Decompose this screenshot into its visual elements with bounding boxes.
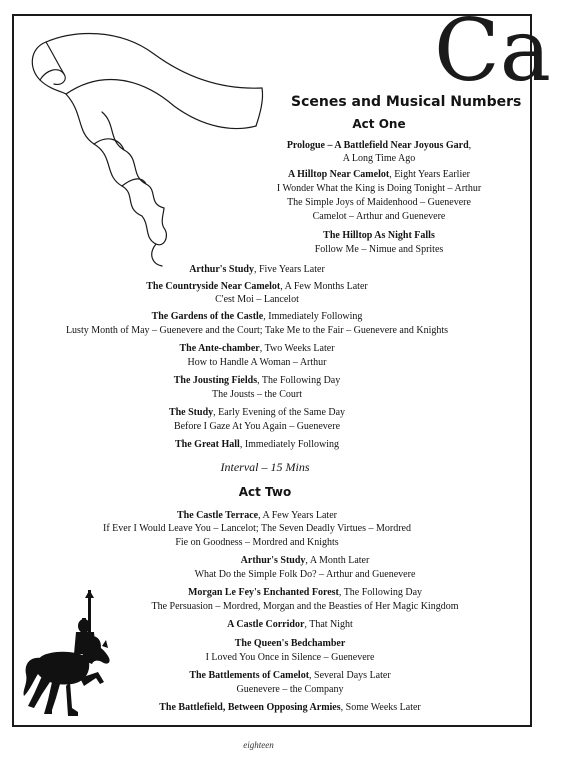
scene-time: , Eight Years Earlier bbox=[389, 169, 471, 180]
act-one-line bbox=[315, 243, 444, 256]
act-one-line bbox=[323, 229, 435, 242]
act-one-line bbox=[215, 293, 299, 306]
scene-location: The Castle Terrace bbox=[177, 510, 259, 521]
act-one-line bbox=[175, 438, 339, 451]
musical-number: The Persuasion – Mordred, Morgan and the Beasties of Her Magic Kingdom bbox=[151, 601, 459, 612]
act-one-line bbox=[287, 139, 471, 152]
musical-number: Lusty Month of May – Guenevere and the Court; Take Me to the Fair – Guenevere and Knights bbox=[65, 325, 449, 336]
scene-location: Morgan Le Fey's Enchanted Forest bbox=[187, 587, 339, 598]
act-one-line bbox=[313, 210, 446, 223]
act-two-line bbox=[227, 618, 353, 631]
scene-time: , A Month Later bbox=[305, 555, 370, 566]
act-one-line bbox=[288, 168, 470, 181]
scene-location: Arthur's Study bbox=[240, 555, 306, 566]
act-two-line bbox=[206, 651, 375, 664]
act-two-line bbox=[103, 522, 411, 535]
scene-time: , Immediately Following bbox=[263, 311, 363, 322]
act-one-line bbox=[189, 263, 325, 276]
large-initial-letters: Ca bbox=[434, 1, 552, 101]
act-two-line bbox=[235, 637, 346, 650]
act-one-line bbox=[277, 182, 481, 195]
scene-location: Prologue – A Battlefield Near Joyous Gard bbox=[286, 140, 469, 151]
act-two-line bbox=[159, 701, 421, 714]
musical-number: Follow Me – Nimue and Sprites bbox=[314, 244, 444, 255]
knight-on-horse-silhouette bbox=[22, 590, 117, 720]
act-two-line bbox=[189, 669, 390, 682]
act-one-line bbox=[169, 406, 345, 419]
musical-number: Before I Gaze At You Again – Guenevere bbox=[173, 421, 341, 432]
musical-number: How to Handle A Woman – Arthur bbox=[187, 357, 327, 368]
scene-time: , A Few Years Later bbox=[258, 510, 337, 521]
act-one-line bbox=[174, 420, 340, 433]
scene-location: The Ante-chamber bbox=[179, 343, 260, 354]
act-one-line bbox=[66, 324, 448, 337]
musical-number: The Simple Joys of Maidenhood – Guenevere bbox=[287, 197, 471, 208]
musical-number: If Ever I Would Leave You – Lancelot; The Seven Deadly Virtues – Mordred bbox=[103, 523, 411, 534]
act-two-line bbox=[241, 554, 370, 567]
musical-number: C'est Moi – Lancelot bbox=[215, 294, 299, 305]
act-two-line bbox=[175, 536, 338, 549]
page-number: eighteen bbox=[243, 740, 274, 750]
act-one-line bbox=[343, 152, 416, 165]
act-one-line bbox=[179, 342, 334, 355]
scene-location: The Jousting Fields bbox=[173, 375, 258, 386]
act-two-line bbox=[177, 509, 337, 522]
act-one-line bbox=[188, 356, 327, 369]
act-two-line bbox=[237, 683, 344, 696]
act-one-line bbox=[287, 196, 471, 209]
scene-location: The Battlefield, Between Opposing Armies bbox=[159, 702, 341, 713]
scene-time: , Five Years Later bbox=[253, 264, 325, 275]
act-one-line bbox=[212, 388, 302, 401]
page-title: Scenes and Musical Numbers bbox=[291, 94, 522, 110]
scene-location: The Hilltop As Night Falls bbox=[323, 230, 435, 241]
musical-number: What Do the Simple Folk Do? – Arthur and Guenevere bbox=[194, 569, 416, 580]
scene-time: , Early Evening of the Same Day bbox=[213, 407, 346, 418]
scene-location: The Great Hall bbox=[175, 439, 240, 450]
scene-time: , A Few Months Later bbox=[280, 281, 368, 292]
scene-time: , Some Weeks Later bbox=[340, 702, 421, 713]
musical-number: The Jousts – the Court bbox=[212, 389, 302, 400]
scroll-banner-illustration bbox=[24, 28, 274, 268]
act-one-line bbox=[146, 280, 367, 293]
scene-time: , The Following Day bbox=[338, 587, 423, 598]
scene-location: A Castle Corridor bbox=[227, 619, 305, 630]
scene-location: The Queen's Bedchamber bbox=[234, 638, 346, 649]
act-two-line bbox=[188, 586, 422, 599]
scene-time: , Immediately Following bbox=[239, 439, 339, 450]
act-two-heading: Act Two bbox=[238, 485, 292, 499]
musical-number: I Wonder What the King is Doing Tonight – Arthur bbox=[276, 183, 482, 194]
scene-time: , Several Days Later bbox=[309, 670, 391, 681]
act-one-line bbox=[174, 374, 341, 387]
scene-time: , That Night bbox=[304, 619, 353, 630]
musical-number: I Loved You Once in Silence – Guenevere bbox=[205, 652, 375, 663]
scene-location: A Hilltop Near Camelot bbox=[287, 169, 390, 180]
scene-time: , The Following Day bbox=[257, 375, 341, 386]
scene-time: , Two Weeks Later bbox=[259, 343, 335, 354]
musical-number: Camelot – Arthur and Guenevere bbox=[312, 211, 446, 222]
act-one-line bbox=[152, 310, 363, 323]
scene-location: The Study bbox=[168, 407, 214, 418]
act-two-line bbox=[195, 568, 416, 581]
interval-note: Interval – 15 Mins bbox=[220, 460, 310, 474]
musical-number: A Long Time Ago bbox=[342, 153, 416, 164]
musical-number: Guenevere – the Company bbox=[236, 684, 344, 695]
scene-time: , bbox=[468, 140, 472, 151]
scene-location: The Countryside Near Camelot bbox=[146, 281, 281, 292]
scene-location: The Battlements of Camelot bbox=[189, 670, 310, 681]
act-one-heading: Act One bbox=[352, 117, 406, 131]
scene-location: The Gardens of the Castle bbox=[151, 311, 264, 322]
scene-location: Arthur's Study bbox=[189, 264, 254, 275]
musical-number: Fie on Goodness – Mordred and Knights bbox=[175, 537, 339, 548]
act-two-line bbox=[152, 600, 459, 613]
